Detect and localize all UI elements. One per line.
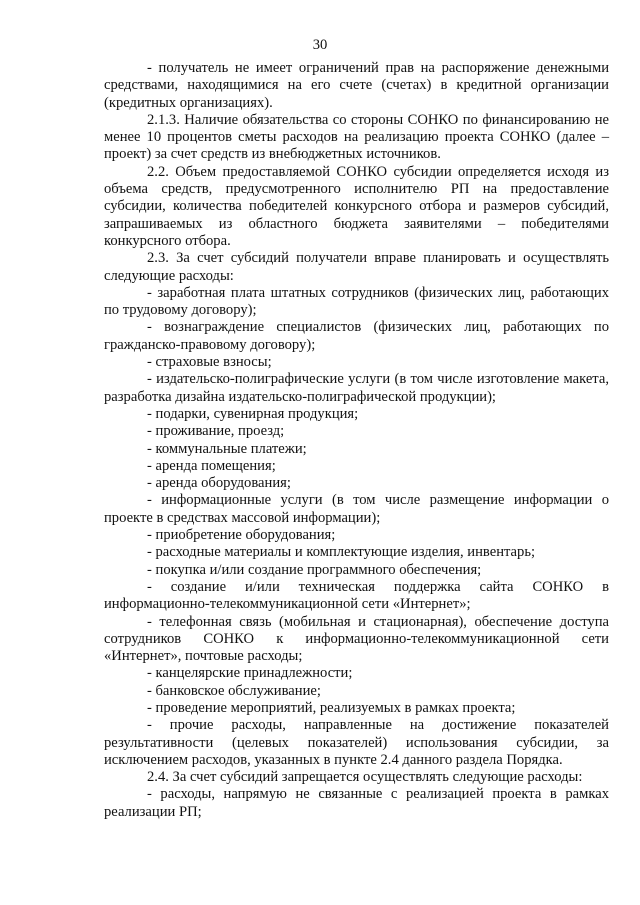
list-item: - вознаграждение специалистов (физических лиц, работающих по гражданско-правовому договору); bbox=[104, 319, 609, 353]
page-number: 30 bbox=[312, 37, 328, 53]
list-item: - страховые взносы; bbox=[147, 354, 272, 371]
list-item: - подарки, сувенирная продукция; bbox=[147, 405, 359, 422]
list-item: - проживание, проезд; bbox=[147, 423, 285, 440]
list-item: - информационные услуги (в том числе размещение информации о проекте в средствах массовой информации); bbox=[104, 492, 609, 526]
paragraph: 2.3. За счет субсидий получатели вправе планировать и осуществлять следующие расходы: bbox=[104, 250, 609, 284]
paragraph: 2.4. За счет субсидий запрещается осуществлять следующие расходы: bbox=[147, 769, 583, 786]
list-item: - расходные материалы и комплектующие изделия, инвентарь; bbox=[147, 544, 536, 561]
document-body bbox=[104, 60, 609, 821]
list-item: - банковское обслуживание; bbox=[147, 682, 321, 699]
list-item: - проведение мероприятий, реализуемых в рамках проекта; bbox=[147, 699, 516, 716]
list-item: - канцелярские принадлежности; bbox=[147, 665, 353, 682]
list-item: - расходы, напрямую не связанные с реализацией проекта в рамках реализации РП; bbox=[104, 786, 609, 820]
list-item: - приобретение оборудования; bbox=[147, 527, 336, 544]
list-item: - издательско-полиграфические услуги (в том числе изготовление макета, разработка дизайна издательско-полиграфической продукции); bbox=[104, 371, 609, 405]
paragraph: 2.2. Объем предоставляемой СОНКО субсидии определяется исходя из объема средств, предусмотренного исполнителю РП на предоставление субсидии, количества победителей конкурсного отбора и размеров субсидий, запрашиваемых из областного бюджета заявителями – победителями конкурсного отбора. bbox=[104, 163, 609, 249]
list-item: - покупка и/или создание программного обеспечения; bbox=[147, 561, 482, 578]
list-item: - аренда оборудования; bbox=[147, 475, 291, 492]
list-item: - коммунальные платежи; bbox=[147, 440, 307, 457]
list-item: - прочие расходы, направленные на достижение показателей результативности (целевых показателей) использования субсидии, за исключением расходов, указанных в пункте 2.4 данного раздела Порядка. bbox=[104, 717, 609, 768]
paragraph: - получатель не имеет ограничений прав на распоряжение денежными средствами, находящимися на его счете (счетах) в кредитной организации (кредитных организациях). bbox=[104, 60, 609, 111]
list-item: - создание и/или техническая поддержка сайта СОНКО в информационно-телекоммуникационной сети «Интернет»; bbox=[104, 578, 609, 613]
list-item: - аренда помещения; bbox=[147, 457, 276, 474]
list-item: - заработная плата штатных сотрудников (физических лиц, работающих по трудовому договору); bbox=[104, 284, 609, 319]
paragraph: 2.1.3. Наличие обязательства со стороны СОНКО по финансированию не менее 10 процентов сметы расходов на реализацию проекта СОНКО (далее – проект) за счет средств из внебюджетных источников. bbox=[104, 111, 609, 163]
list-item: - телефонная связь (мобильная и стационарная), обеспечение доступа сотрудников СОНКО к информационно-телекоммуникационной сети «Интернет», почтовые расходы; bbox=[104, 613, 609, 665]
